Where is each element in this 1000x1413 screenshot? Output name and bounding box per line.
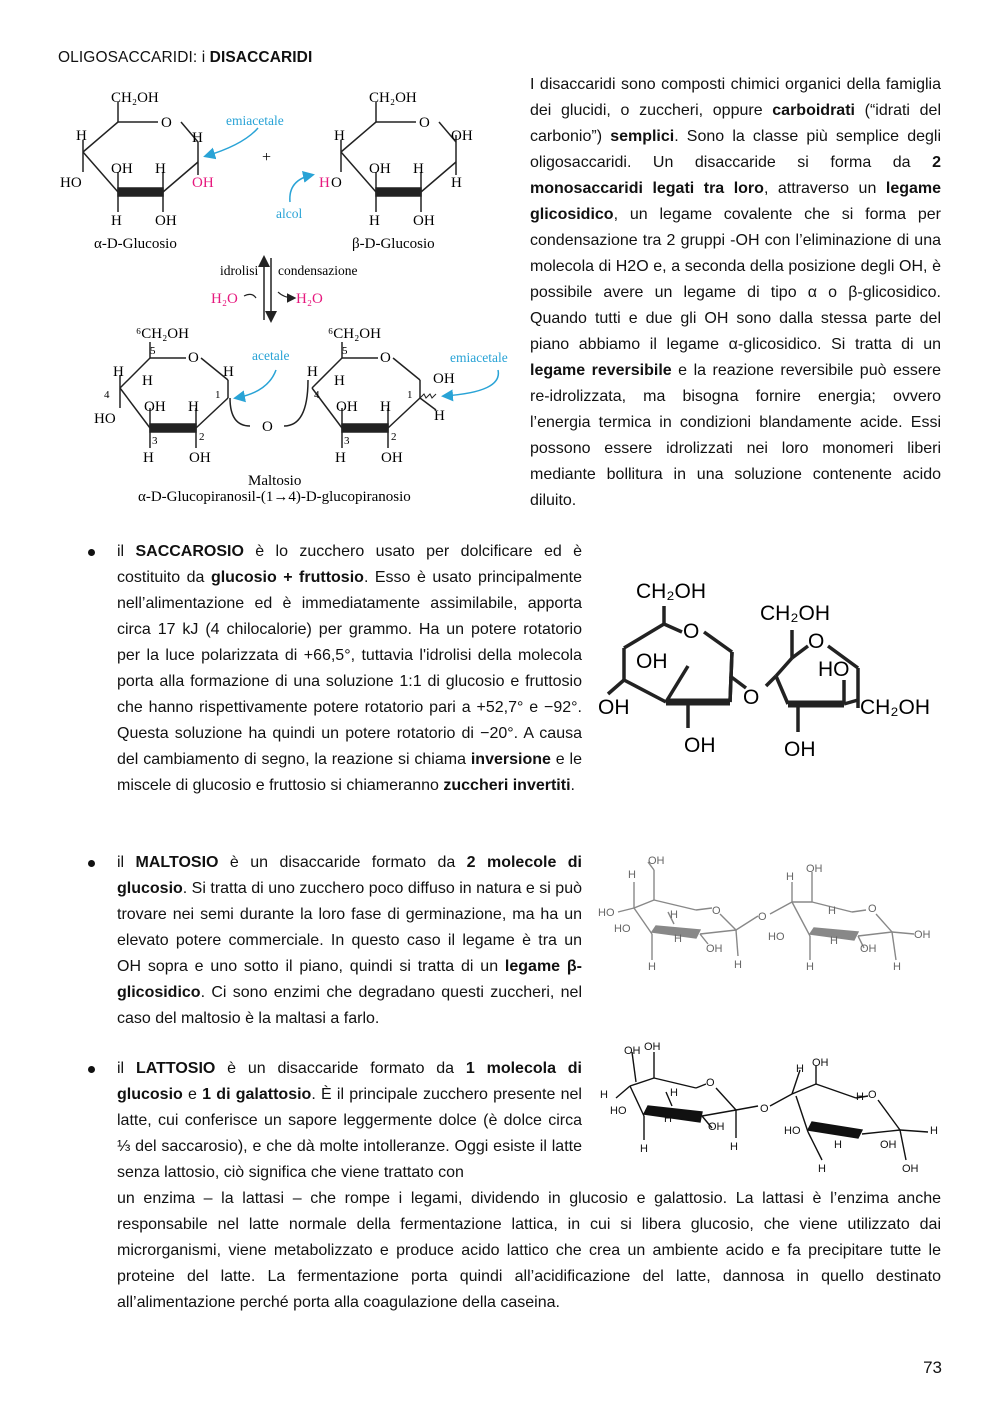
bold-text: 2 monosaccaridi legati tra loro	[530, 154, 941, 197]
ho-label: HO	[768, 931, 785, 943]
oh-label: OH	[706, 943, 723, 955]
bullet-dot	[88, 1066, 95, 1073]
h-label: H	[434, 408, 445, 424]
oh-label: OH	[860, 943, 877, 955]
h-label: H	[335, 450, 346, 466]
text-run: . Sono la classe più semplice degli oligosaccaridi. Un disaccaride si forma da	[530, 128, 942, 171]
text-run: I disaccaridi sono composti chimici organici della famiglia dei glucidi, o zuccheri, oppure	[530, 76, 941, 119]
text-run: è un disaccaride formato da	[215, 1060, 466, 1077]
oh-label: OH	[784, 738, 816, 761]
glycosidic-oxygen-label: O	[262, 419, 273, 435]
maltosio-structure	[596, 852, 946, 980]
carbon-number: 1	[215, 389, 221, 401]
oh-label: OH	[155, 213, 177, 229]
maltosio-paragraph	[117, 850, 582, 1032]
ring-oxygen-label: O	[712, 905, 721, 917]
h-label: H	[670, 1087, 678, 1099]
text-run: e le miscele di glucosio e fruttosio si chiameranno	[117, 751, 582, 794]
alpha-glucose-caption: α-D-Glucosio	[94, 236, 177, 252]
text-run: . È il principale zucchero presente nel latte, cui conferisce un sapore leggermente dolce (è dolce circa ⅓ del saccarosio), e che dà molte intolleranze. Oggi esiste il latte senza lattosio, ciò significa che viene trattato con	[117, 1086, 582, 1181]
carbon-number: 2	[199, 431, 205, 443]
glycosidic-oxygen-label: O	[758, 911, 767, 923]
h-label: H	[380, 399, 391, 415]
ring-oxygen-label: O	[706, 1077, 715, 1089]
page-number: 73	[923, 1358, 942, 1377]
oh-label: OH	[880, 1139, 897, 1151]
emiacetale-label: emiacetale	[226, 113, 284, 128]
h-label: H	[143, 450, 154, 466]
text-run: (“idrati del carbonio”)	[530, 102, 942, 145]
h-label: H	[369, 213, 380, 229]
ring-oxygen-label: O	[868, 1089, 877, 1101]
ring-oxygen-label: O	[808, 630, 825, 653]
bold-text: inversione	[470, 751, 551, 768]
ho-label: HO	[598, 907, 615, 919]
bold-text: 1 di galattosio	[202, 1086, 312, 1103]
ring-oxygen-label: O	[868, 903, 877, 915]
oh-label: OH	[451, 128, 473, 144]
carbon-number: 1	[407, 389, 413, 401]
ch2oh-label: CH₂OH	[369, 90, 417, 106]
text-run: , attraverso un	[763, 180, 886, 197]
ring-oxygen-label: O	[380, 350, 391, 366]
text-run: è un disaccaride formato da	[218, 854, 467, 871]
h-label: H	[413, 161, 424, 177]
oh-label: OH	[914, 929, 931, 941]
text-run: . Esso è usato principalmente nell’alimentazione ed è immediatamente assimilabile, apporta circa 17 kJ (4 chilocalorie) per grammo. Ha un potere rotatorio per la luce polarizzata di +66,5°, tuttavia l'idrolisi della molecola porta alla formazione di una soluzione 1:1 di glucosio e fruttosio che hanno rispettivamente potere rotatorio pari a +52,7° e −92°. Questa soluzione ha quindi un potere rotatorio di −20°. A causa del cambiamento di segno, la reazione si chiama	[117, 569, 583, 768]
oh-label: OH	[812, 1057, 829, 1069]
ho-label: HO	[614, 923, 631, 935]
bold-text: 2 molecole di glucosio	[117, 854, 582, 897]
h-label: H	[192, 130, 203, 146]
water-left-label: H₂O	[211, 291, 238, 307]
bold-text: zuccheri invertiti	[443, 777, 571, 794]
h-label: H	[834, 1139, 842, 1151]
alcohol-h-label: H	[319, 175, 330, 191]
h-label: H	[806, 961, 814, 973]
text-run: il	[117, 543, 136, 560]
oh-label: OH	[624, 1045, 641, 1057]
bold-text: legame β-glicosidico	[117, 958, 582, 1001]
h-label: H	[600, 1089, 608, 1101]
maltosio-caption: Maltosio	[248, 473, 302, 489]
h-label: H	[111, 213, 122, 229]
alpha-glucose-ring	[83, 102, 198, 212]
bold-text: legame reversibile	[530, 362, 672, 379]
text-run: e	[182, 1086, 203, 1103]
carbon-number: 5	[150, 345, 156, 357]
text-run: , un legame covalente che si forma per condensazione tra 2 gruppi -OH con l’eliminazione di una molecola di H2O e, a seconda della posizione degli OH, è possibile avere un legame di tipo α o β-glicosidico. Quando tutti e due gli OH sono dalla stessa parte del piano abbiamo il legame α-glicosidico. Si tratta di un	[530, 206, 941, 353]
emiacetale-label: emiacetale	[450, 350, 508, 365]
ring-oxygen-label: O	[161, 115, 172, 131]
lattosio-structure	[596, 1036, 946, 1178]
bold-text: legame glicosidico	[530, 180, 942, 223]
lattosio-paragraph	[117, 1056, 582, 1186]
beta-glucose-caption: β-D-Glucosio	[352, 236, 435, 252]
glycosidic-oxygen-label: O	[743, 686, 760, 709]
oh-label: OH	[902, 1163, 919, 1175]
h-label: H	[828, 905, 836, 917]
lattosio-paragraph-continued: un enzima – la lattasi – che rompe i legami, dividendo in glucosio e galattosio. La lattasi è l’enzima anche responsabile nel latte normale della fermentazione lattica, in cui si libera glucosio, che viene utilizzato dai microrganismi, viene metabolizzato e produce acido lattico che crea un ambiente acido e fa precipitare tutte le proteine del latte. La fermentazione porta quindi all’acidificazione del latte, dannosa in quello destinato all’alimentazione perché porta alla coagulazione della caseina.	[117, 1190, 941, 1311]
ring-oxygen-label: O	[683, 620, 700, 643]
oh-label: OH	[684, 734, 716, 757]
h-label: H	[142, 373, 153, 389]
ch2oh-label: CH₂OH	[760, 602, 830, 625]
h-label: H	[451, 175, 462, 191]
reaction-figure	[58, 80, 518, 510]
text-run: . Ci sono enzimi che degradano questi zuccheri, nel caso del maltosio è la maltasi a farlo.	[117, 984, 582, 1027]
water-right-label: H₂O	[296, 291, 323, 307]
h-label: H	[628, 869, 636, 881]
text-run: è lo zucchero usato per dolcificare ed è costituito da	[117, 543, 582, 586]
carbon-number: 4	[314, 389, 320, 401]
saccarosio-structure	[596, 568, 948, 764]
bold-text: LATTOSIO	[135, 1060, 216, 1077]
bold-text: carboidrati	[772, 102, 855, 119]
oh-label: OH	[336, 399, 358, 415]
ring-oxygen-label: O	[419, 115, 430, 131]
condensazione-label: condensazione	[278, 263, 358, 278]
ho-label: HO	[60, 175, 82, 191]
h-label: H	[648, 961, 656, 973]
h-label: H	[113, 364, 124, 380]
bold-text: glucosio + fruttosio	[210, 569, 364, 586]
ho-label: HO	[610, 1105, 627, 1117]
h-label: H	[856, 1091, 864, 1103]
page-title: OLIGOSACCARIDI: i DISACCARIDI	[58, 49, 313, 66]
oh-label: OH	[636, 650, 668, 673]
oh-label: OH	[708, 1121, 725, 1133]
alcol-label: alcol	[276, 206, 303, 221]
text-run: il	[117, 854, 136, 871]
anomeric-oh-label: OH	[192, 175, 214, 191]
h-label: H	[223, 364, 234, 380]
oh-label: OH	[806, 863, 823, 875]
oh-label: OH	[644, 1041, 661, 1053]
h-label: H	[930, 1125, 938, 1137]
ho-label: HO	[818, 658, 850, 681]
ch2oh-label: CH₂OH	[860, 696, 930, 719]
ho-label: HO	[784, 1125, 801, 1137]
c6-ch2oh-label: ⁶CH₂OH	[136, 326, 189, 342]
text-run: .	[570, 777, 575, 794]
o-label: O	[331, 175, 342, 191]
c6-ch2oh-label: ⁶CH₂OH	[328, 326, 381, 342]
carbon-number: 5	[342, 345, 348, 357]
h-label: H	[670, 909, 678, 921]
oh-label: OH	[598, 696, 630, 719]
bold-text: SACCAROSIO	[135, 543, 244, 560]
h-label: H	[307, 364, 318, 380]
ho-label: HO	[94, 411, 116, 427]
oh-label: OH	[189, 450, 211, 466]
maltosio-systematic-name: α-D-Glucopiranosil-(1→4)-D-glucopiranosio	[138, 489, 411, 505]
carbon-number: 3	[152, 435, 158, 447]
h-label: H	[674, 933, 682, 945]
intro-paragraph	[530, 72, 941, 514]
bold-text: semplici	[610, 128, 675, 145]
maltose-ring-2	[312, 342, 436, 448]
ch2oh-label: CH₂OH	[111, 90, 159, 106]
text-run: e la reazione reversibile può essere re-idrolizzata, ma bisogna fornire energia; ovvero l’energia termica in condizioni blandamente acide. Essi possono essere idrolizzati nei loro monomeri liberi mediante bollitura in una soluzione contenente acido diluito.	[530, 362, 941, 509]
h-label: H	[818, 1163, 826, 1175]
h-label: H	[796, 1063, 804, 1075]
oh-label: OH	[369, 161, 391, 177]
bullet-dot	[88, 549, 95, 556]
carbon-number: 4	[104, 389, 110, 401]
ch2oh-label: CH₂OH	[636, 580, 706, 603]
h-label: H	[334, 373, 345, 389]
h-label: H	[734, 959, 742, 971]
text-run: il	[117, 1060, 136, 1077]
h-label: H	[786, 871, 794, 883]
bullet-dot	[88, 860, 95, 867]
beta-glucose-ring	[341, 102, 456, 212]
oh-label: OH	[144, 399, 166, 415]
oh-label: OH	[648, 855, 665, 867]
ring-oxygen-label: O	[188, 350, 199, 366]
plus-sign: +	[262, 149, 272, 166]
oh-label: OH	[111, 161, 133, 177]
h-label: H	[730, 1141, 738, 1153]
idrolisi-label: idrolisi	[220, 263, 259, 278]
h-label: H	[664, 1113, 672, 1125]
text-run: . Si tratta di uno zucchero poco diffuso in natura e si può trovare nei semi durante la loro fase di germinazione, ma ha un elevato potere commerciale. In questo caso il legame è tra un OH sopra e uno sotto il piano, quindi si tratta di un	[117, 880, 582, 975]
h-label: H	[830, 935, 838, 947]
bold-text: MALTOSIO	[135, 854, 219, 871]
h-label: H	[334, 128, 345, 144]
h-label: H	[155, 161, 166, 177]
bold-text: 1 molecola di glucosio	[117, 1060, 582, 1103]
carbon-number: 3	[344, 435, 350, 447]
acetale-label: acetale	[252, 348, 290, 363]
h-label: H	[640, 1143, 648, 1155]
h-label: H	[188, 399, 199, 415]
h-label: H	[893, 961, 901, 973]
carbon-number: 2	[391, 431, 397, 443]
glycosidic-oxygen-label: O	[760, 1103, 769, 1115]
saccarosio-paragraph	[117, 539, 582, 799]
oh-label: OH	[433, 371, 455, 387]
h-label: H	[76, 128, 87, 144]
oh-label: OH	[381, 450, 403, 466]
oh-label: OH	[413, 213, 435, 229]
